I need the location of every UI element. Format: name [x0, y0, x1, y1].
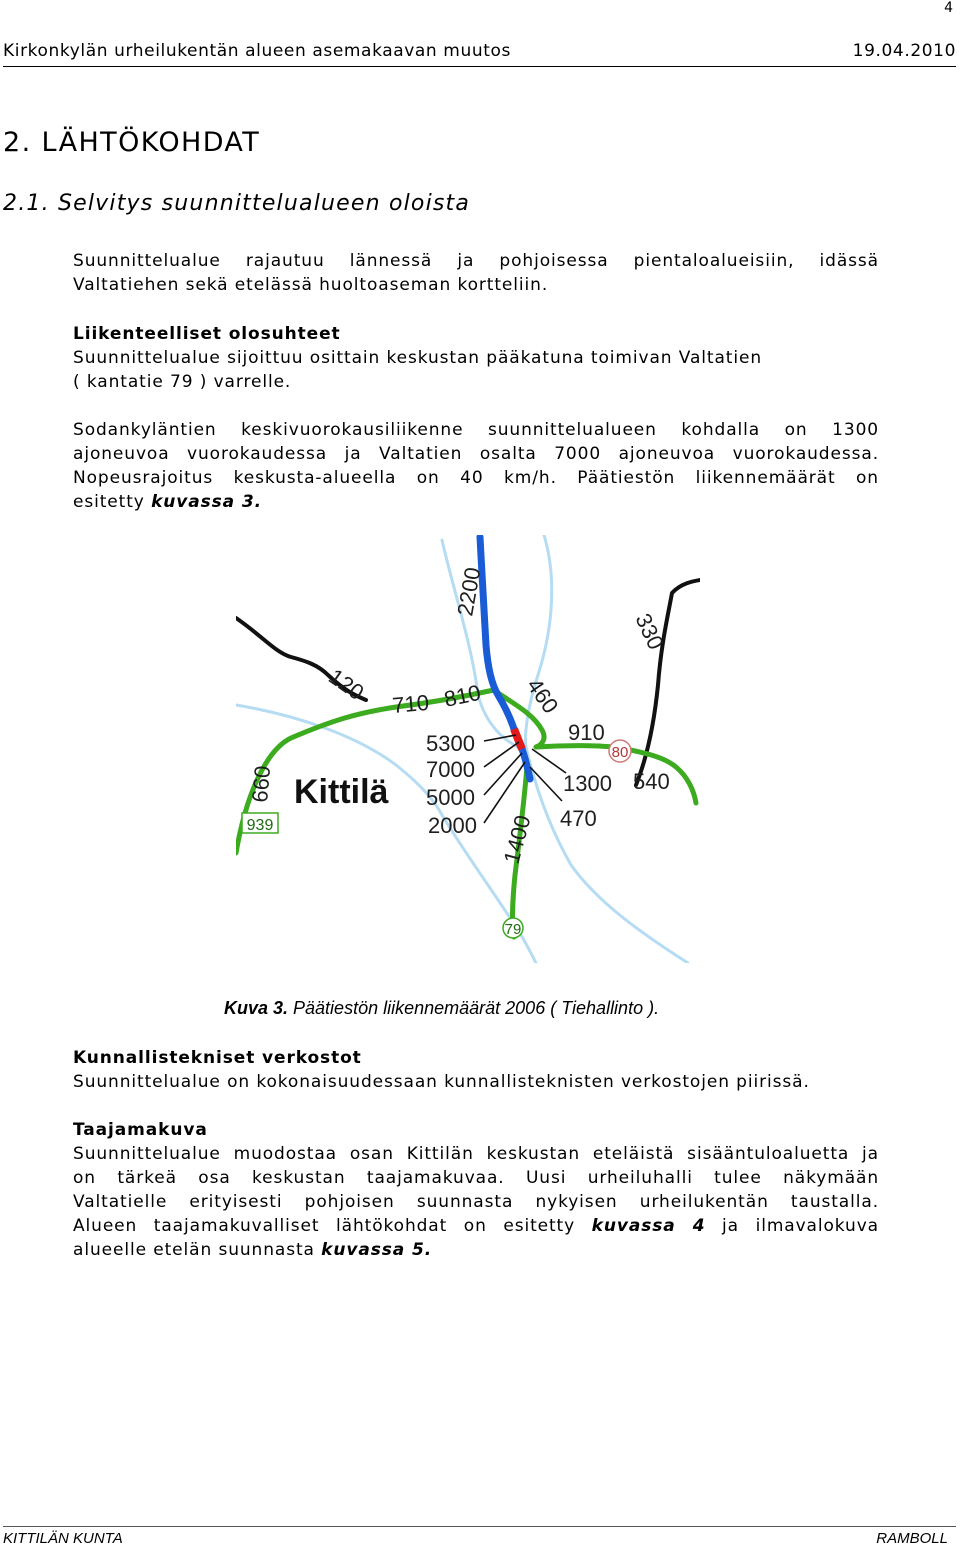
volume-label-710: 710 — [391, 689, 431, 718]
networks-title: Kunnallistekniset verkostot — [73, 1048, 362, 1068]
volume-label-910: 910 — [568, 720, 605, 745]
volumes-line: Nopeusrajoitus keskusta-alueella on 40 km/h. Päätiestön liikennemäärät on — [73, 468, 879, 488]
townscape-section — [73, 1118, 879, 1262]
traffic-line: Suunnittelualue sijoittuu osittain keskustan pääkatuna toimivan Valtatien — [73, 348, 762, 368]
volume-labels — [247, 565, 670, 866]
volume-label-470: 470 — [560, 806, 597, 831]
road-badge-80 — [609, 740, 631, 762]
townscape-line: Suunnittelualue muodostaa osan Kittilän keskustan eteläistä sisääntuloaluetta ja — [73, 1144, 879, 1164]
volume-label-2200: 2200 — [452, 565, 486, 618]
volume-label-2000: 2000 — [428, 813, 477, 838]
road-badge-939 — [242, 813, 278, 834]
networks-line: Suunnittelualue on kokonaisuudessaan kunnallisteknisten verkostojen piirissä. — [73, 1072, 810, 1092]
volume-label-810: 810 — [441, 679, 483, 712]
volume-label-7000: 7000 — [426, 757, 475, 782]
figure-caption — [224, 998, 659, 1019]
figure-reference: kuvassa 5. — [321, 1240, 433, 1260]
townscape-title: Taajamakuva — [73, 1120, 208, 1140]
road-number-80: 80 — [611, 744, 629, 761]
traffic-line: ( kantatie 79 ) varrelle. — [73, 372, 292, 392]
document-date: 19.04.2010 — [852, 41, 956, 61]
networks-section — [73, 1046, 879, 1094]
townscape-line: Valtatielle erityisesti pohjoisen suunnasta nykyisen urheilukentän taustalla. — [73, 1192, 879, 1212]
volumes-paragraph — [73, 418, 879, 514]
traffic-title: Liikenteelliset olosuhteet — [73, 324, 341, 344]
footer-rule — [3, 1526, 956, 1527]
section-heading: 2. LÄHTÖKOHDAT — [3, 127, 261, 158]
intro-line: Valtatiehen sekä etelässä huoltoaseman kortteliin. — [73, 275, 549, 295]
town-label: Kittilä — [294, 773, 389, 811]
volumes-line — [73, 490, 879, 514]
road-number-79: 79 — [504, 921, 522, 938]
volume-label-540: 540 — [633, 769, 670, 794]
road-number-939: 939 — [246, 817, 274, 834]
volumes-text: esitetty — [73, 492, 152, 512]
traffic-section — [73, 322, 879, 394]
volume-label-660: 660 — [247, 764, 276, 804]
townscape-text: ja ilmavalokuva — [705, 1216, 879, 1236]
subsection-heading: 2.1. Selvitys suunnittelualueen oloista — [3, 191, 471, 216]
footer-company: RAMBOLL — [876, 1530, 948, 1547]
townscape-line: on tärkeä osa keskustan taajamakuvaa. Uusi urheiluhalli tulee näkymään — [73, 1168, 879, 1188]
intro-paragraph — [73, 249, 879, 297]
traffic-volume-map — [236, 535, 700, 963]
intro-line: Suunnittelualue rajautuu lännessä ja pohjoisessa pientaloalueisiin, idässä — [73, 251, 879, 271]
header-rule — [3, 66, 956, 67]
road-badge-79 — [503, 918, 523, 938]
volume-label-1400: 1400 — [498, 812, 536, 867]
footer-municipality: KITTILÄN KUNTA — [3, 1530, 123, 1547]
running-header — [3, 41, 956, 65]
caption-text: Päätiestön liikennemäärät 2006 ( Tiehallinto ). — [288, 998, 660, 1018]
page-number: 4 — [944, 0, 953, 16]
townscape-line — [73, 1214, 879, 1238]
volumes-line: Sodankyläntien keskivuorokausiliikenne suunnittelualueen kohdalla on 1300 — [73, 420, 879, 440]
document-title: Kirkonkylän urheilukentän alueen asemakaavan muutos — [3, 41, 511, 61]
volume-label-5300: 5300 — [426, 731, 475, 756]
townscape-line — [73, 1238, 879, 1262]
volumes-line: ajoneuvoa vuorokaudessa ja Valtatien osalta 7000 ajoneuvoa vuorokaudessa. — [73, 444, 879, 464]
volume-label-5000: 5000 — [426, 785, 475, 810]
townscape-text: alueelle etelän suunnasta — [73, 1240, 322, 1260]
townscape-text: Alueen taajamakuvalliset lähtökohdat on esitetty — [73, 1216, 592, 1236]
caption-label: Kuva 3. — [224, 998, 289, 1018]
volume-label-330: 330 — [630, 609, 669, 654]
figure-reference: kuvassa 4 — [591, 1216, 706, 1236]
volume-label-120: 120 — [324, 663, 369, 706]
leader-1300 — [532, 749, 566, 773]
volume-label-1300: 1300 — [563, 771, 612, 796]
figure-reference: kuvassa 3. — [151, 492, 262, 512]
volume-label-460: 460 — [521, 673, 564, 718]
running-footer — [3, 1530, 948, 1548]
